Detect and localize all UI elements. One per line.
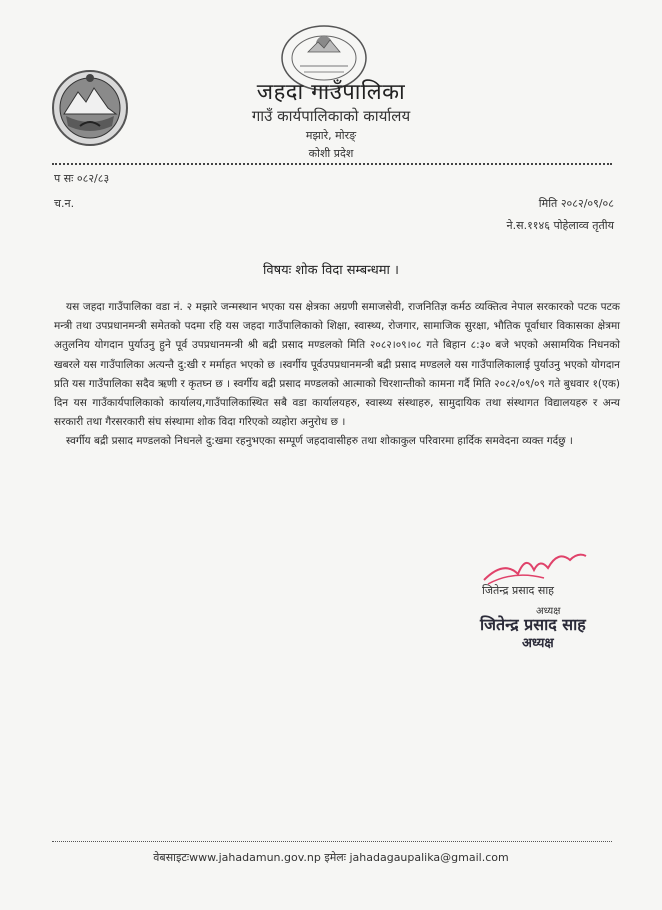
org-name: जहदा गाउँपालिका <box>256 80 406 105</box>
address-line-1: मझारे, मोरङ् <box>305 129 357 142</box>
body-paragraph-1: यस जहदा गाउँपालिका वडा नं. २ मझारे जन्मस्थान भएका यस क्षेत्रका अग्रणी समाजसेवी, राजनितिज्ञ कर्मठ व्यक्तित्व नेपाल सरकारको पटक पटक मन्त्री तथा उपप्रधानमन्त्री समेतको पदमा रहि यस जहदा गाउँपालिकाको शिक्षा, स्वास्थ्य, रोजगार, सामाजिक सुरक्षा, भौतिक पूर्वाधार विकासका क्षेत्रमा अतुलनिय योगदान पुर्याउनु हुने पूर्व उपप्रधानमन्त्री श्री बद्री प्रसाद मण्डलको मिति २०८२।०९।०८ गते बिहान ८:३० बजे भएको असामयिक निधनको खबरले यस गाउँपालिका अत्यन्तै दु:खी र मर्माहत भएको छ ।स्वर्गीय पूर्वउपप्रधानमन्त्री बद्री प्रसाद मण्डलले यस गाउँपालिकालाई पुर्याउनु भएको योगदान प्रति यस गाउँपालिका सदैव ऋणी र कृतघ्न छ । स्वर्गीय बद्री प्रसाद मण्डलको आत्माको चिरशान्तीको कामना गर्दै मिति २०८२/०९/०९ गते बुधवार १(एक) दिन यस गाउँकार्यपालिकाको कार्यालय,गाउँपालिकास्थित सबै वडा कार्यालयहरु, स्वास्थ्य संस्थाहरु, सामुदायिक तथा संस्थागत विद्यालयहरु र अन्य सरकारी तथा गैरसरकारी संघ संस्थामा शोक विदा गरिएको व्यहोरा अनुरोध छ । <box>54 301 620 429</box>
patra-sankhya: प सः ०८२/८३ <box>54 172 110 185</box>
stamp-name: जितेन्द्र प्रसाद साह <box>480 615 586 634</box>
letter-body <box>54 298 620 452</box>
footer-contact: वेबसाइटःwww.jahadamun.gov.np इमेलः jahadagaupalika@gmail.com <box>153 851 509 864</box>
header-divider <box>52 163 612 165</box>
footer-divider <box>52 841 612 842</box>
chalani-number: च.न. <box>54 197 75 210</box>
signatory-name: जितेन्द्र प्रसाद साह <box>482 584 555 597</box>
signatory-title: अध्यक्ष <box>536 606 561 617</box>
letter-subject: विषयः शोक विदा सम्बन्धमा । <box>263 263 399 278</box>
address-line-2: कोशी प्रदेश <box>308 147 354 160</box>
nepal-sambat-date: ने.स.११४६ पोहेलाव्व तृतीय <box>506 219 614 232</box>
stamp-title: अध्यक्ष <box>522 636 554 651</box>
office-name: गाउँ कार्यपालिकाको कार्यालय <box>251 107 411 125</box>
letter-date: मिति २०८२/०९/०८ <box>538 197 614 210</box>
body-paragraph-2: स्वर्गीय बद्री प्रसाद मण्डलको निधनले दु:खमा रहनुभएका सम्पूर्ण जहदावासीहरु तथा शोकाकुल परिवारमा हार्दिक समवेदना व्यक्त गर्दछु । <box>66 435 573 448</box>
